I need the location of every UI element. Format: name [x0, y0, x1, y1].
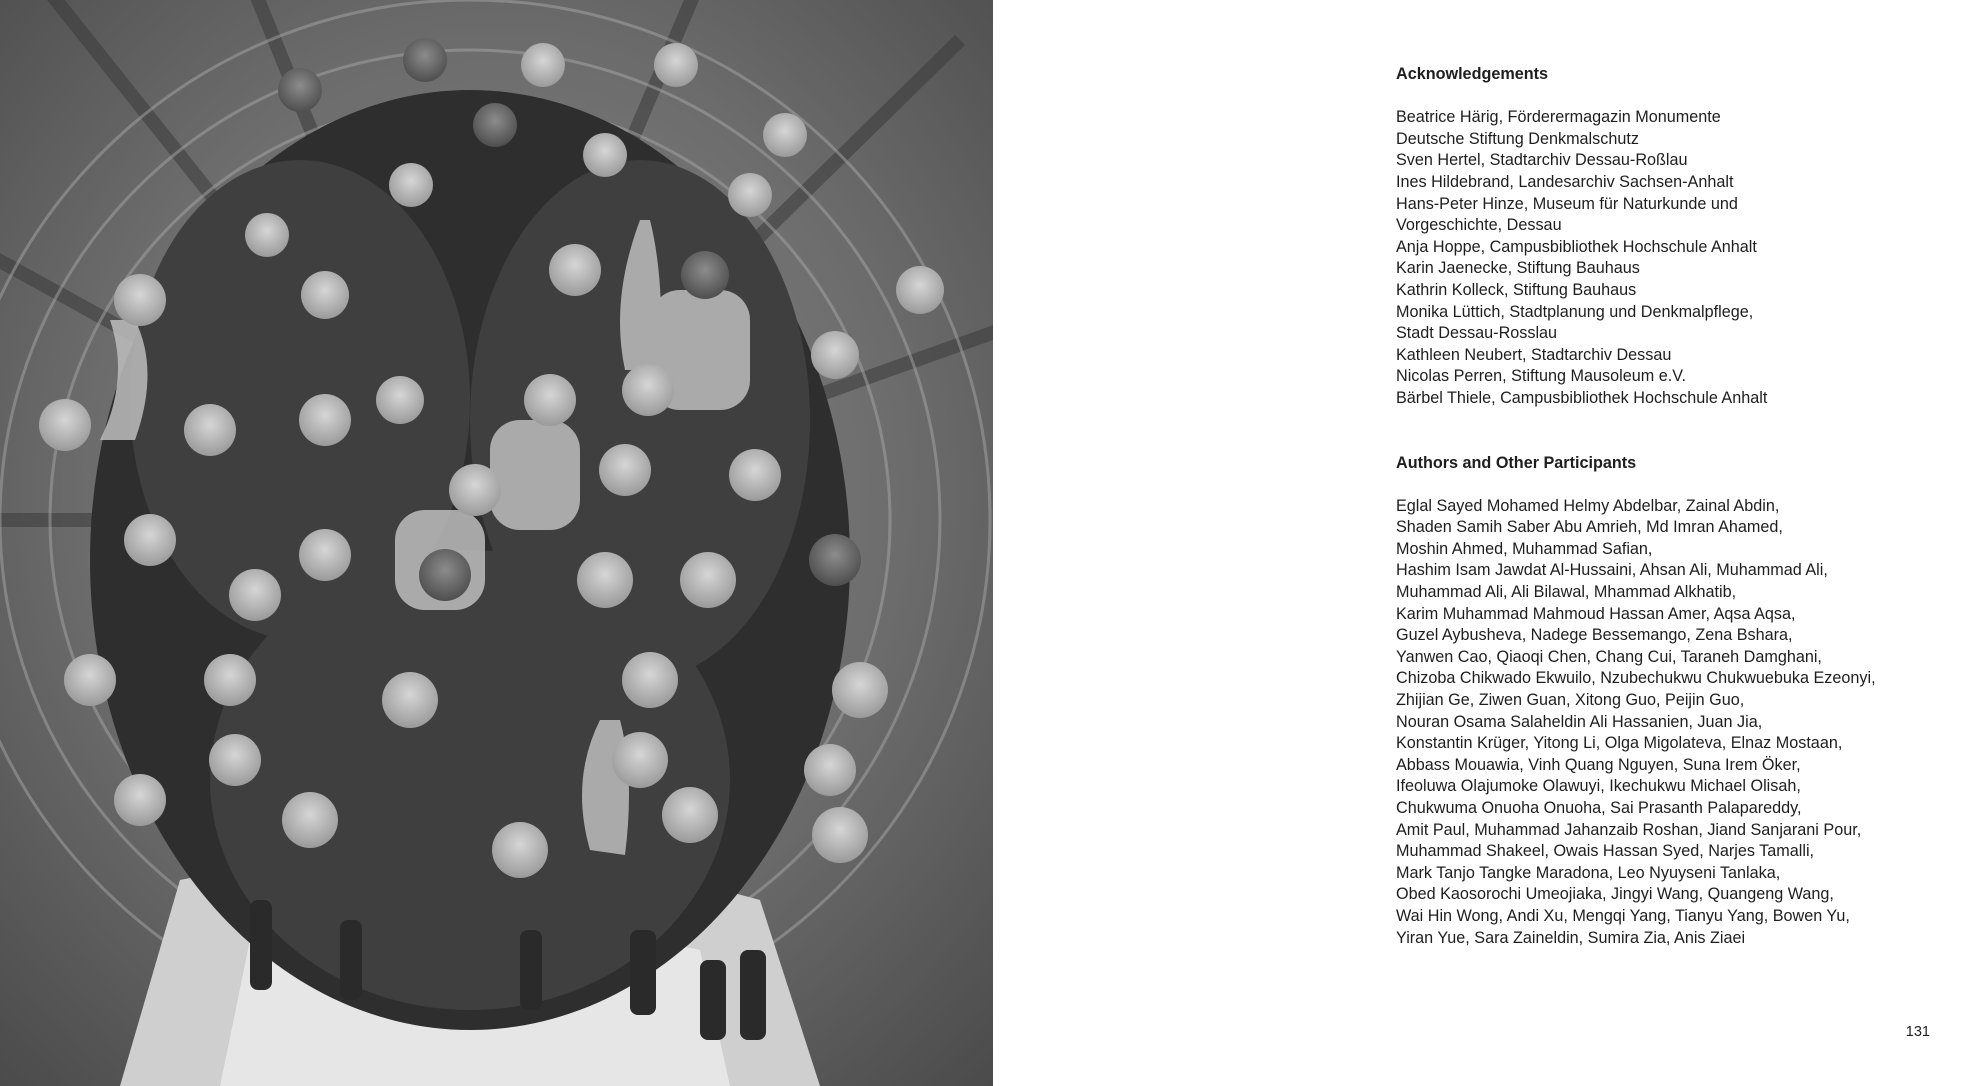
authors-line: Karim Muhammad Mahmoud Hassan Amer, Aqsa Aqsa,	[1396, 604, 1796, 623]
authors-line: Yiran Yue, Sara Zaineldin, Sumira Zia, Anis Ziaei	[1396, 928, 1746, 947]
authors-line: Muhammad Shakeel, Owais Hassan Syed, Narjes Tamalli,	[1396, 842, 1815, 861]
authors-line: Hashim Isam Jawdat Al-Hussaini, Ahsan Ali, Muhammad Ali,	[1396, 561, 1828, 580]
acknowledgement-line: Vorgeschichte, Dessau	[1396, 216, 1562, 235]
authors-line: Ifeoluwa Olajumoke Olawuyi, Ikechukwu Michael Olisah,	[1396, 777, 1801, 796]
acknowledgement-line: Monika Lüttich, Stadtplanung und Denkmalpflege,	[1396, 302, 1754, 321]
authors-line: Konstantin Krüger, Yitong Li, Olga Migolateva, Elnaz Mostaan,	[1396, 734, 1843, 753]
text-column	[1396, 64, 1916, 949]
authors-list	[1396, 496, 1916, 949]
authors-line: Yanwen Cao, Qiaoqi Chen, Chang Cui, Taraneh Damghani,	[1396, 647, 1822, 666]
acknowledgement-line: Nicolas Perren, Stiftung Mausoleum e.V.	[1396, 367, 1687, 386]
acknowledgement-line: Sven Hertel, Stadtarchiv Dessau-Roßlau	[1396, 151, 1688, 170]
page-number: 131	[1905, 1024, 1930, 1040]
authors-heading: Authors and Other Participants	[1396, 453, 1637, 472]
authors-line: Nouran Osama Salaheldin Ali Hassanien, Juan Jia,	[1396, 712, 1763, 731]
acknowledgement-line: Ines Hildebrand, Landesarchiv Sachsen-Anhalt	[1396, 172, 1734, 191]
acknowledgement-line: Karin Jaenecke, Stiftung Bauhaus	[1396, 259, 1640, 278]
authors-line: Muhammad Ali, Ali Bilawal, Mhammad Alkhatib,	[1396, 583, 1737, 602]
authors-line: Shaden Samih Saber Abu Amrieh, Md Imran Ahamed,	[1396, 518, 1783, 537]
acknowledgement-line: Bärbel Thiele, Campusbibliothek Hochschule Anhalt	[1396, 388, 1768, 407]
acknowledgement-line: Beatrice Härig, Förderermagazin Monumente	[1396, 108, 1721, 127]
authors-line: Chizoba Chikwado Ekwuilo, Nzubechukwu Chukwuebuka Ezeonyi,	[1396, 669, 1876, 688]
authors-line: Guzel Aybusheva, Nadege Bessemango, Zena Bshara,	[1396, 626, 1793, 645]
authors-line: Abbass Mouawia, Vinh Quang Nguyen, Suna Irem Öker,	[1396, 755, 1801, 774]
authors-line: Obed Kaosorochi Umeojiaka, Jingyi Wang, Quangeng Wang,	[1396, 885, 1834, 904]
authors-line: Chukwuma Onuoha Onuoha, Sai Prasanth Palapareddy,	[1396, 799, 1802, 817]
section-spacer	[1396, 410, 1916, 453]
acknowledgement-line: Stadt Dessau-Rosslau	[1396, 324, 1558, 343]
acknowledgement-line: Kathrin Kolleck, Stiftung Bauhaus	[1396, 280, 1637, 299]
acknowledgements-heading: Acknowledgements	[1396, 65, 1549, 83]
acknowledgement-line: Hans-Peter Hinze, Museum für Naturkunde und	[1396, 194, 1738, 213]
authors-line: Zhijian Ge, Ziwen Guan, Xitong Guo, Peijin Guo,	[1396, 691, 1745, 710]
authors-line: Wai Hin Wong, Andi Xu, Mengqi Yang, Tianyu Yang, Bowen Yu,	[1396, 906, 1850, 925]
acknowledgement-line: Anja Hoppe, Campusbibliothek Hochschule Anhalt	[1396, 237, 1757, 256]
authors-line: Amit Paul, Muhammad Jahanzaib Roshan, Jiand Sanjarani Pour,	[1396, 820, 1862, 839]
acknowledgement-line: Kathleen Neubert, Stadtarchiv Dessau	[1396, 345, 1672, 364]
acknowledgement-line: Deutsche Stiftung Denkmalschutz	[1396, 129, 1639, 148]
authors-line: Mark Tanjo Tangke Maradona, Leo Nyuyseni Tanlaka,	[1396, 863, 1781, 882]
acknowledgements-list	[1396, 107, 1916, 409]
authors-line: Moshin Ahmed, Muhammad Safian,	[1396, 539, 1653, 558]
authors-line: Eglal Sayed Mohamed Helmy Abdelbar, Zainal Abdin,	[1396, 496, 1780, 515]
